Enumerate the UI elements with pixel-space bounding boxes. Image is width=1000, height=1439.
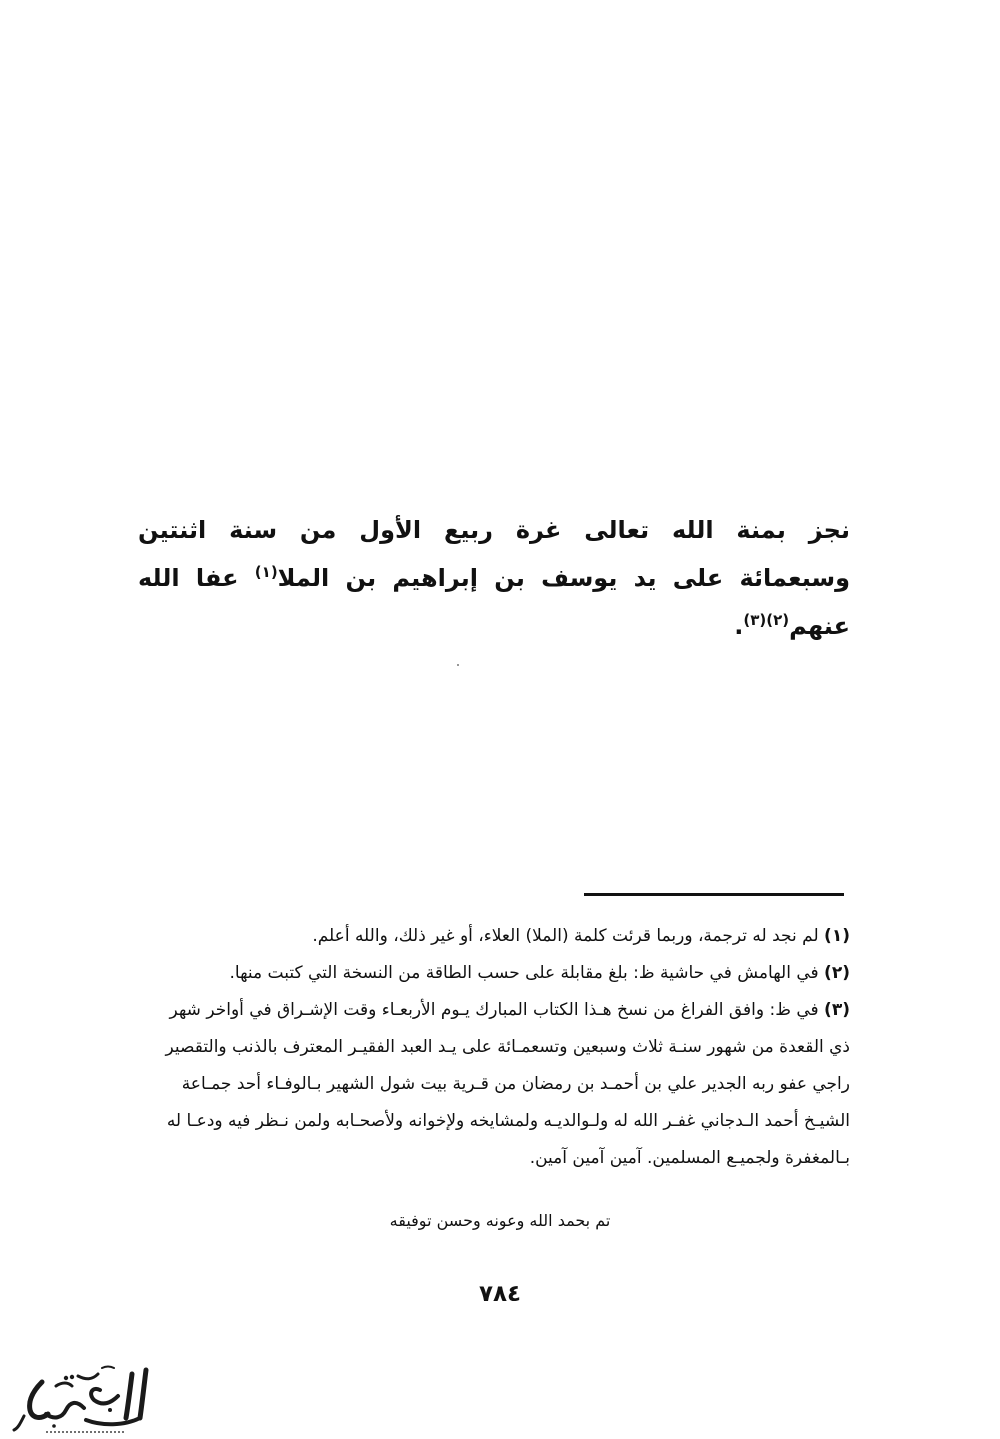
footnote-separator xyxy=(584,893,844,896)
footnote-1 xyxy=(150,918,850,955)
footnote-1-text: لم نجد له ترجمة، وربما قرئت كلمة (الملا) العلاء، أو غير ذلك، والله أعلم. xyxy=(312,926,819,946)
footnote-1-number: (١) xyxy=(824,926,850,946)
footnote-3 xyxy=(150,992,850,1177)
colophon-paragraph xyxy=(138,506,850,650)
footnote-2-text: في الهامش في حاشية ظ: بلغ مقابلة على حسب الطاقة من النسخة التي كتبت منها. xyxy=(229,963,819,983)
footnote-ref-3[interactable]: (٣) xyxy=(743,611,767,629)
footnote-3-number: (٣) xyxy=(824,1000,850,1020)
footnote-2-number: (٢) xyxy=(824,963,850,983)
scan-speck xyxy=(457,664,459,666)
calligraphy-stamp-logo xyxy=(6,1356,156,1438)
page-number: ٧٨٤ xyxy=(478,1281,522,1307)
colophon-end-text: . xyxy=(734,612,744,640)
footnote-2 xyxy=(150,955,850,992)
footnote-ref-2[interactable]: (٢) xyxy=(766,611,790,629)
footnote-ref-1[interactable]: (١) xyxy=(254,563,278,581)
closing-line: تم بحمد الله وعونه وحسن توفيقه xyxy=(389,1211,611,1230)
footnote-3-text: في ظ: وافق الفراغ من نسخ هـذا الكتاب المبارك يـوم الأربعـاء وقت الإشـراق في أواخر شهر ذي القعدة من شهور سنـة ثلاث وسبعين وتسعمـائة على يـد العبد الفقيـر المعترف بالذنب والتقصير راجي عفو ربه الجدير علي بن أحمـد بن رمضان من قـرية بيت شول الشهير بـالوفـاء أحد جمـاعة الشيـخ أحمد الـدجاني غفـر الله له ولـوالديـه ولمشايخه ولإخوانه ولأصحـابه ولمن نـظر فيه ودعـا له بـالمغفرة ولجميـع المسلمين. آمين آمين آمين. xyxy=(165,1000,850,1168)
footnotes-section xyxy=(150,918,850,1177)
colophon-middle-text: عفا الله عنهم xyxy=(138,564,850,640)
colophon-main-text: نجز بمنة الله تعالى غرة ربيع الأول من سنة اثنتين وسبعمائة على يد يوسف بن إبراهيم بن الملا xyxy=(138,516,851,592)
